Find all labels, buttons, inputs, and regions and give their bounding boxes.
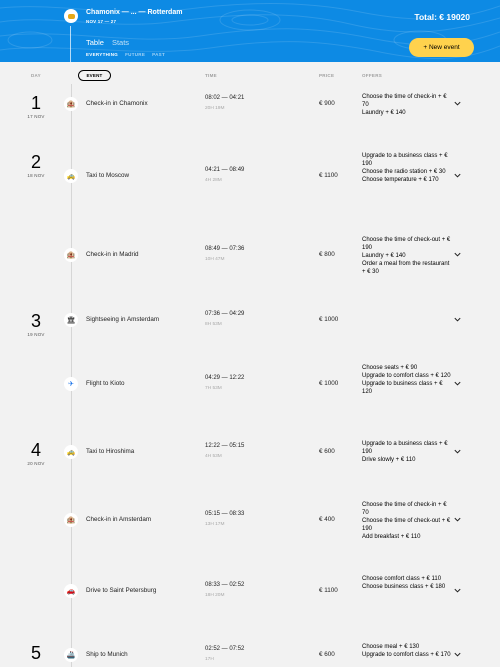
day-date: 18 NOV xyxy=(27,173,45,178)
event-row[interactable] xyxy=(0,237,500,275)
offer-item: Choose meal + € 130 xyxy=(362,644,420,650)
sort-price[interactable]: PRICE xyxy=(319,73,335,78)
offer-item: Choose the time of check-out + € 190 xyxy=(362,518,451,532)
event-row[interactable] xyxy=(0,310,500,330)
day-number: 5 xyxy=(30,643,41,663)
event-title: Taxi to Hiroshima xyxy=(86,448,135,455)
event-offers xyxy=(362,643,454,659)
event-title: Drive to Saint Petersburg xyxy=(86,587,157,594)
hotel-icon: 🏨 xyxy=(64,513,78,527)
flight-icon: ✈ xyxy=(64,377,78,391)
event-duration: 13H 17M xyxy=(205,522,225,527)
event-duration: 10H 47M xyxy=(205,257,225,262)
day-number: 3 xyxy=(30,311,41,331)
event-title: Check-in in Madrid xyxy=(86,251,139,258)
chevron-down-icon[interactable] xyxy=(453,99,462,108)
taxi-icon: 🚕 xyxy=(64,169,78,183)
offer-item: Upgrade to a business class + € 190 xyxy=(362,153,448,167)
sort-event[interactable]: EVENT xyxy=(78,70,111,81)
view-tabs xyxy=(86,38,129,47)
taxi-icon: 🚕 xyxy=(64,445,78,459)
offer-item: Choose business class + € 180 xyxy=(362,584,446,590)
offer-item: Drive slowly + € 110 xyxy=(362,457,416,463)
event-title: Ship to Munich xyxy=(86,651,128,658)
event-time: 04:29 — 12:22 xyxy=(205,375,245,381)
chevron-down-icon[interactable] xyxy=(453,515,462,524)
filter-everything[interactable]: EVERYTHING xyxy=(86,52,119,57)
event-row[interactable] xyxy=(0,502,500,540)
trip-icon xyxy=(64,9,78,23)
sort-day[interactable]: DAY xyxy=(31,73,41,78)
drive-icon: 🚗 xyxy=(64,584,78,598)
filter-group xyxy=(86,52,165,57)
event-duration: 7H 53M xyxy=(205,386,222,391)
event-time: 04:21 — 08:49 xyxy=(205,167,245,173)
offer-item: Choose the time of check-out + € 190 xyxy=(362,237,451,251)
day-date: 20 NOV xyxy=(27,461,45,466)
offer-item: Choose seats + € 90 xyxy=(362,365,418,371)
day-number: 1 xyxy=(30,93,41,113)
sort-offers: OFFERS xyxy=(362,73,383,78)
filter-past[interactable]: PAST xyxy=(152,52,166,57)
event-price: € 1000 xyxy=(319,380,339,387)
event-row[interactable] xyxy=(0,442,500,462)
tab-table[interactable]: Table xyxy=(86,38,104,47)
offer-item: Upgrade to a business class + € 190 xyxy=(362,441,448,455)
event-price: € 900 xyxy=(319,100,335,107)
event-offers xyxy=(362,364,454,396)
offer-item: Upgrade to comfort class + € 170 xyxy=(362,652,451,658)
event-row[interactable] xyxy=(0,576,500,601)
event-title: Check-in in Amsterdam xyxy=(86,516,152,523)
sightseeing-icon: 🏛 xyxy=(64,313,78,327)
event-offers xyxy=(362,501,454,541)
chevron-down-icon[interactable] xyxy=(453,650,462,659)
event-price: € 600 xyxy=(319,651,335,658)
event-duration: 17H xyxy=(205,657,214,662)
offer-item: Upgrade to business class + € 120 xyxy=(362,381,443,395)
event-time: 02:52 — 07:52 xyxy=(205,646,245,652)
timeline-connector xyxy=(70,26,71,62)
event-offers xyxy=(362,440,454,464)
event-duration: 18H 20M xyxy=(205,593,225,598)
event-row[interactable] xyxy=(0,365,500,395)
event-price: € 1000 xyxy=(319,316,339,323)
offer-item: Choose the radio station + € 30 xyxy=(362,169,446,175)
event-time: 07:36 — 04:29 xyxy=(205,311,245,317)
event-duration: 8H 53M xyxy=(205,322,222,327)
day-number: 4 xyxy=(30,440,41,460)
event-title: Sightseeing in Amsterdam xyxy=(86,316,160,323)
event-duration: 4H 28M xyxy=(205,178,222,183)
chevron-down-icon[interactable] xyxy=(453,171,462,180)
event-time: 08:49 — 07:36 xyxy=(205,246,245,252)
day-number: 2 xyxy=(30,152,41,172)
event-time: 08:02 — 04:21 xyxy=(205,95,245,101)
new-event-button[interactable]: + New event xyxy=(409,38,474,57)
event-offers xyxy=(362,152,454,184)
hotel-icon: 🏨 xyxy=(64,248,78,262)
offer-item: Add breakfast + € 110 xyxy=(362,534,421,540)
ship-icon: 🚢 xyxy=(64,648,78,662)
event-price: € 600 xyxy=(319,448,335,455)
event-title: Flight to Kioto xyxy=(86,380,125,387)
offer-item: Choose the time of check-in + € 70 xyxy=(362,94,447,108)
day-date: 19 NOV xyxy=(27,332,45,337)
event-offers xyxy=(362,93,454,117)
day-date: 17 NOV xyxy=(27,114,45,119)
offer-item: Choose the time of check-in + € 70 xyxy=(362,502,447,516)
tab-stats[interactable]: Stats xyxy=(111,38,130,47)
offer-item: Laundry + € 140 xyxy=(362,110,406,116)
chevron-down-icon[interactable] xyxy=(453,447,462,456)
event-price: € 1100 xyxy=(319,587,338,594)
event-duration: 20H 19M xyxy=(205,106,225,111)
offer-item: Choose temperature + € 170 xyxy=(362,177,439,183)
trip-header xyxy=(0,0,500,62)
filter-future[interactable]: FUTURE xyxy=(125,52,146,57)
sort-time[interactable]: TIME xyxy=(205,73,217,78)
event-offers xyxy=(362,236,454,276)
offer-item: Choose comfort class + € 110 xyxy=(362,576,442,582)
offer-item: Laundry + € 140 xyxy=(362,253,406,259)
chevron-down-icon[interactable] xyxy=(453,379,462,388)
event-price: € 400 xyxy=(319,516,335,523)
event-time: 08:33 — 02:52 xyxy=(205,582,245,588)
event-row[interactable] xyxy=(0,645,500,665)
sort-header xyxy=(0,70,500,82)
event-price: € 800 xyxy=(319,251,335,258)
trip-route: Chamonix — ... — Rotterdam xyxy=(86,9,183,16)
event-duration: 4H 53M xyxy=(205,454,222,459)
chevron-down-icon[interactable] xyxy=(453,586,462,595)
event-title: Taxi to Moscow xyxy=(86,172,130,179)
event-time: 12:22 — 05:15 xyxy=(205,443,245,449)
event-row[interactable] xyxy=(0,153,500,186)
event-price: € 1100 xyxy=(319,172,338,179)
chevron-down-icon[interactable] xyxy=(453,315,462,324)
event-title: Check-in in Chamonix xyxy=(86,100,148,107)
trip-total: Total: € 19020 xyxy=(414,12,470,22)
offer-item: Upgrade to comfort class + € 120 xyxy=(362,373,451,379)
trip-dates: NOV 17 — 27 xyxy=(86,19,117,24)
event-row[interactable] xyxy=(0,94,500,114)
event-time: 05:15 — 08:33 xyxy=(205,511,245,517)
hotel-icon: 🏨 xyxy=(64,97,78,111)
event-offers xyxy=(362,575,454,591)
offer-item: Order a meal from the restaurant + € 30 xyxy=(362,261,450,275)
chevron-down-icon[interactable] xyxy=(453,250,462,259)
